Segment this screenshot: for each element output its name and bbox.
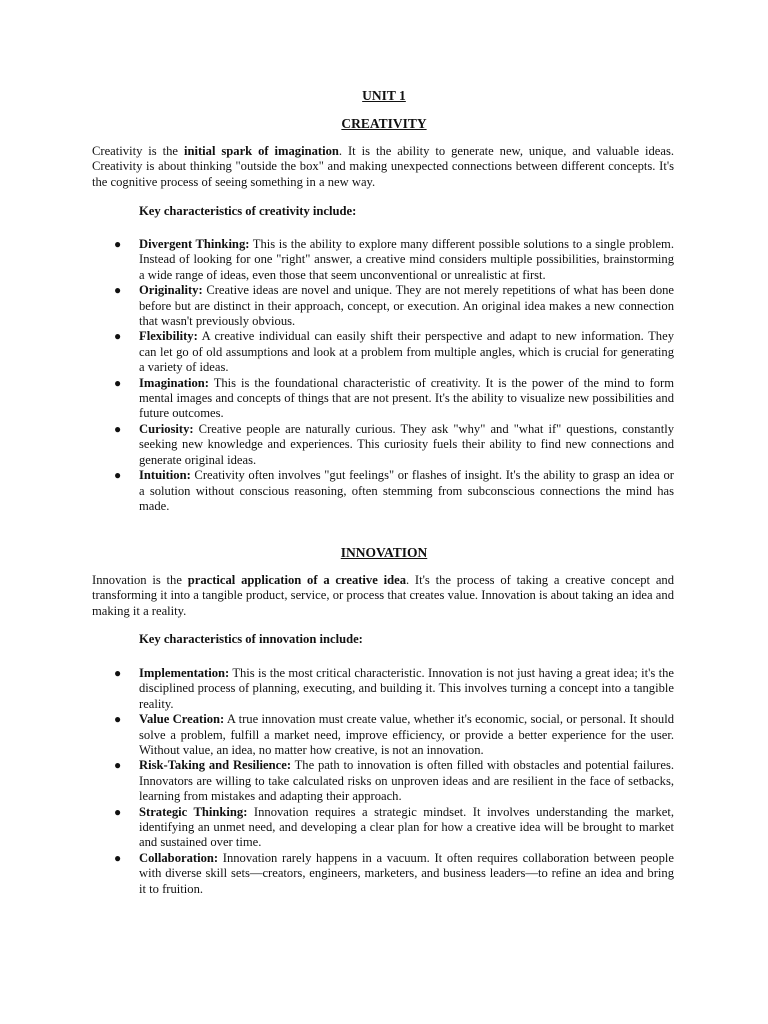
list-item — [92, 712, 674, 758]
item-term: Strategic Thinking: — [139, 804, 248, 819]
bullet-icon: ● — [114, 850, 122, 865]
item-description: Creative ideas are novel and unique. They are not merely repetitions of what has been done before but are distinct in their approach, concept, or execution. An original idea makes a new connection that wasn't previously obvious. — [139, 283, 674, 329]
item-term: Flexibility: — [139, 329, 198, 344]
item-term: Collaboration: — [139, 850, 219, 865]
bullet-icon: ● — [114, 804, 122, 819]
bullet-icon: ● — [114, 375, 122, 390]
list-item — [92, 805, 674, 851]
innovation-intro — [92, 573, 674, 619]
creativity-intro-text-end: . It is the ability to generate new, unique, and valuable ideas. Creativity is about thinking "outside the box" and making unexpected connections between different concepts. It's the cognitive process of seeing something in a new way. — [92, 144, 675, 189]
innovation-intro-text-end: . It's the process of taking a creative concept and transforming it into a tangible product, service, or process that creates value. Innovation is about taking an idea and making it a reality. — [92, 573, 674, 618]
item-description: The path to innovation is often filled with obstacles and potential failures. Innovators are willing to take calculated risks on unproven ideas and are resilient in the face of setbacks, learning from mistakes and adapting their approach. — [139, 758, 674, 804]
item-description: This is the ability to explore many different possible solutions to a single problem. Instead of looking for one "right" answer, a creative mind considers multiple possibilities, brainstorming a wide range of ideas, even those that seem unconventional or unrealistic at first. — [139, 237, 674, 282]
list-item — [92, 468, 674, 514]
item-term: Originality: — [139, 283, 203, 298]
list-item — [92, 758, 674, 804]
item-term: Divergent Thinking: — [139, 237, 250, 251]
list-item — [92, 237, 674, 283]
creativity-key-label: Key characteristics of creativity include: — [139, 204, 357, 218]
list-item — [92, 329, 674, 375]
item-description: A creative individual can easily shift their perspective and adapt to new information. They can let go of old assumptions and look at a problem from multiple angles, which is crucial for generating a variety of ideas. — [139, 329, 674, 375]
bullet-icon: ● — [114, 237, 122, 251]
bullet-icon: ● — [114, 712, 122, 727]
innovation-heading: INNOVATION — [340, 545, 428, 560]
innovation-intro-emphasis: practical application of a creative idea — [187, 573, 406, 587]
bullet-icon: ● — [114, 758, 122, 773]
creativity-characteristics-list — [92, 237, 674, 514]
creativity-intro — [92, 144, 674, 190]
item-description: Innovation rarely happens in a vacuum. It often requires collaboration between people with diverse skill sets—creators, engineers, marketers, and business leaders—to refine an idea and bring it to fruition. — [139, 850, 674, 896]
item-term: Value Creation: — [139, 712, 225, 727]
item-description: This is the foundational characteristic of creativity. It is the power of the mind to form mental images and concepts of things that are not present. It's the ability to visualize new possibilities and future outcomes. — [139, 375, 674, 421]
item-description: Innovation requires a strategic mindset. It involves understanding the market, identifying an unmet need, and developing a clear plan for how a creative idea will be brought to market and sustained over time. — [139, 804, 674, 850]
bullet-icon: ● — [114, 283, 122, 298]
list-item — [92, 422, 674, 468]
creativity-heading: CREATIVITY — [341, 116, 427, 131]
innovation-key-label: Key characteristics of innovation include: — [139, 632, 363, 646]
creativity-intro-text-start: Creativity is the — [92, 144, 184, 158]
item-term: Risk-Taking and Resilience: — [139, 758, 292, 773]
innovation-characteristics-list — [92, 666, 674, 897]
item-description: A true innovation must create value, whether it's economic, social, or personal. It should solve a problem, fulfill a market need, improve efficiency, or provide a better experience for the user. Without value, an idea, no matter how creative, is not an innovation. — [139, 712, 674, 758]
list-item — [92, 283, 674, 329]
creativity-intro-emphasis: initial spark of imagination — [183, 144, 339, 158]
item-description: This is the most critical characteristic. Innovation is not just having a great idea; it's the disciplined process of planning, executing, and building it. This involves turning a concept into a tangible reality. — [139, 666, 674, 711]
item-term: Curiosity: — [139, 421, 194, 436]
list-item — [92, 666, 674, 712]
bullet-icon: ● — [114, 468, 122, 483]
list-item — [92, 376, 674, 422]
unit-title: UNIT 1 — [362, 88, 406, 103]
list-item — [92, 851, 674, 897]
bullet-icon: ● — [114, 666, 122, 680]
item-description: Creativity often involves "gut feelings" or flashes of insight. It's the ability to grasp an idea or a solution without conscious reasoning, often stemming from subconscious connections the mind has made. — [139, 468, 674, 513]
item-term: Imagination: — [139, 375, 209, 390]
item-term: Intuition: — [139, 468, 191, 483]
innovation-intro-text-start: Innovation is the — [92, 573, 188, 587]
item-description: Creative people are naturally curious. They ask "why" and "what if" questions, constantly seeking new knowledge and experiences. This curiosity fuels their ability to find new connections and generate original ideas. — [139, 421, 674, 467]
bullet-icon: ● — [114, 329, 122, 344]
item-term: Implementation: — [139, 666, 230, 680]
bullet-icon: ● — [114, 421, 122, 436]
